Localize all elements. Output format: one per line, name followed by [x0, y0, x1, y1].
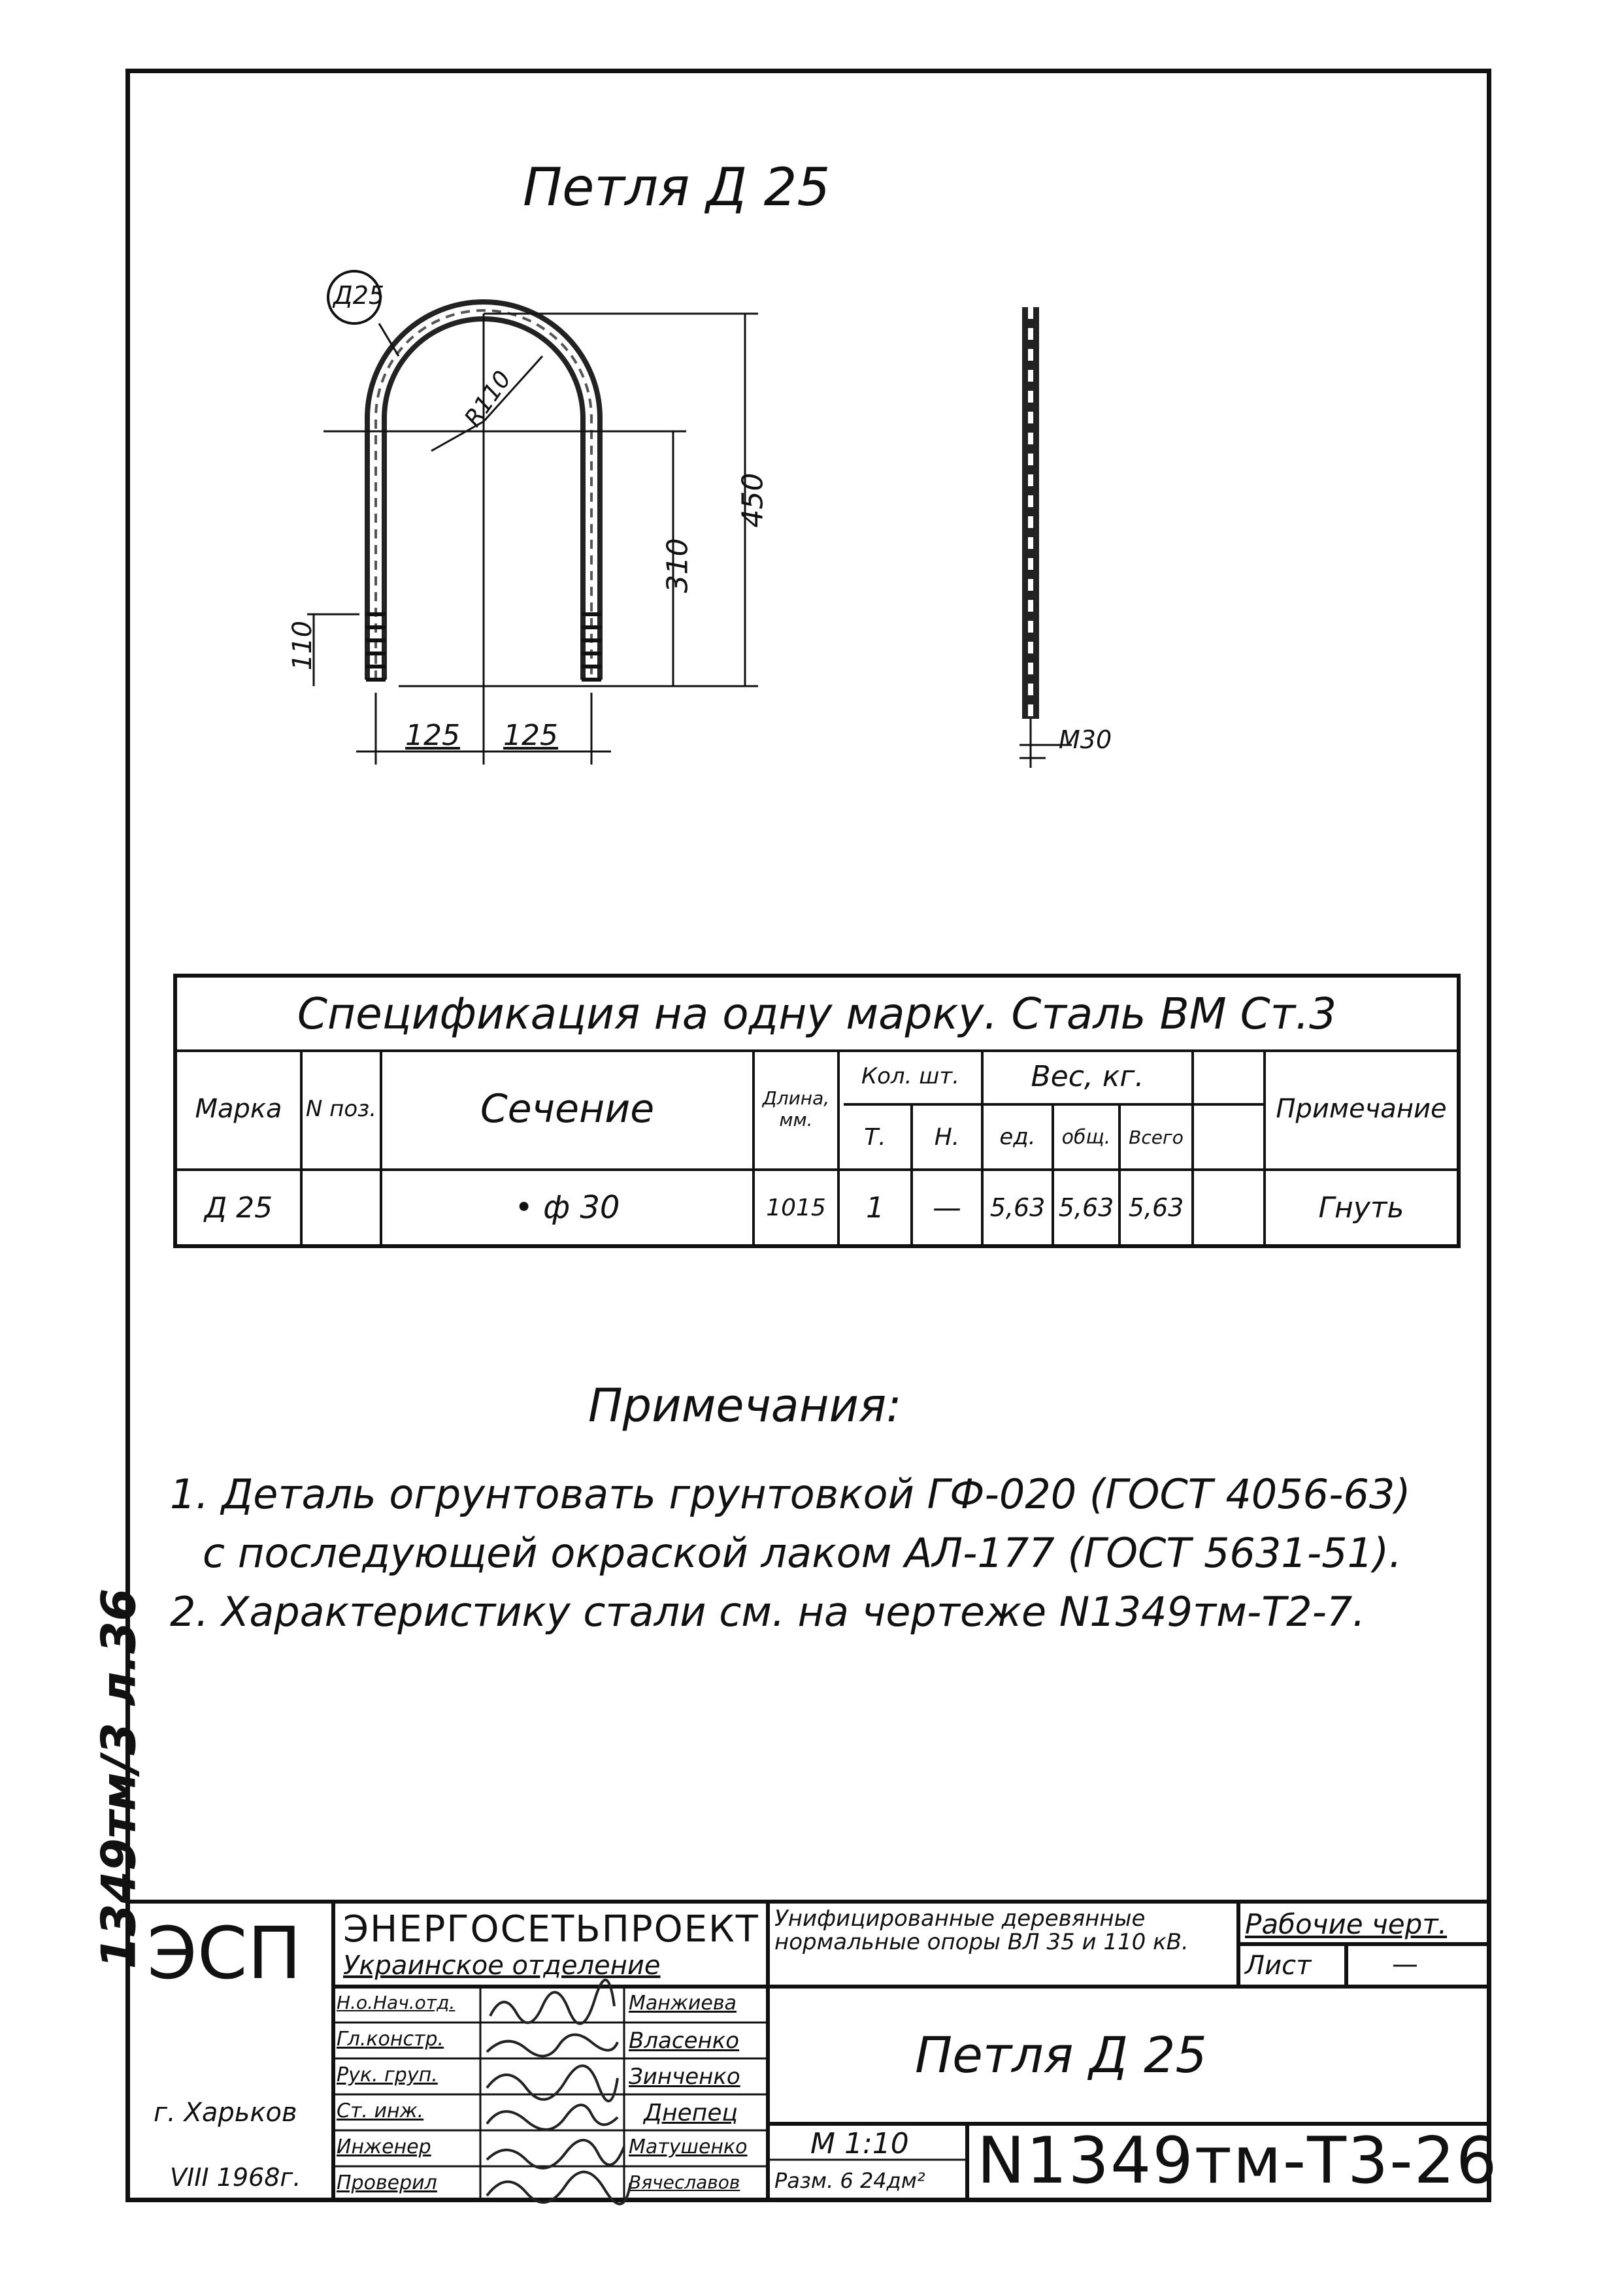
- row-w-all: 5,63: [1128, 1193, 1184, 1222]
- notes-heading: Примечания:: [588, 1379, 902, 1432]
- name-3: Зинченко: [629, 2064, 740, 2090]
- hdr-pos: N поз.: [305, 1096, 377, 1122]
- hdr-w-all: Всего: [1129, 1126, 1184, 1148]
- dim-half-width-left: 125: [405, 719, 460, 752]
- project-title: Унифицированные деревянные нормальные опоры ВЛ 35 и 110 кВ.: [774, 1906, 1189, 1955]
- date: VIII 1968г.: [170, 2163, 301, 2192]
- role-6: Проверил: [337, 2171, 437, 2194]
- dim-total-height: 450: [736, 472, 770, 528]
- row-w-unit: 5,63: [989, 1193, 1046, 1222]
- dim-leg-height: 310: [661, 538, 695, 593]
- name-2: Власенко: [629, 2028, 740, 2054]
- note-line-1: 1. Деталь огрунтовать грунтовкой ГФ-020 (ГОСТ 4056-63): [170, 1470, 1411, 1518]
- note-line-3: 2. Характеристику стали см. на чертеже N1349тм-Т2-7.: [170, 1588, 1366, 1636]
- sheet-label: Лист: [1245, 1951, 1312, 1981]
- name-6: Вячеславов: [629, 2171, 740, 2193]
- hdr-qty-n: Н.: [934, 1123, 960, 1151]
- company-logo: ЭСП: [147, 1911, 302, 1995]
- role-4: Ст. инж.: [337, 2100, 424, 2122]
- hdr-mark: Марка: [195, 1094, 282, 1124]
- name-5: Матушенко: [629, 2136, 748, 2158]
- size: Разм. 6 24дм²: [774, 2168, 925, 2193]
- role-2: Гл.констр.: [337, 2028, 444, 2051]
- row-qty-t: 1: [866, 1191, 884, 1225]
- thread-label: M30: [1059, 725, 1112, 754]
- mark-label: Д25: [333, 281, 385, 310]
- row-qty-n: —: [933, 1191, 961, 1225]
- hdr-w-total: общ.: [1061, 1125, 1111, 1149]
- dim-thread: 110: [288, 620, 318, 671]
- hdr-note: Примечание: [1276, 1094, 1447, 1124]
- org-name: ЭНЕРГОСЕТЬПРОЕКТ: [343, 1908, 760, 1951]
- name-1: Манжиева: [629, 1992, 737, 2015]
- row-w-total: 5,63: [1058, 1193, 1114, 1222]
- hdr-section: Сечение: [480, 1086, 655, 1132]
- city: г. Харьков: [154, 2098, 297, 2128]
- doc-number: N1349тм-Т3-26: [977, 2124, 1499, 2198]
- radius-label: R110: [459, 366, 517, 432]
- row-length: 1015: [766, 1194, 826, 1221]
- drawing-title: Петля Д 25: [523, 157, 831, 218]
- role-5: Инженер: [337, 2136, 431, 2158]
- note-line-2: с последующей окраской лаком АЛ-177 (ГОСТ 5631-51).: [203, 1529, 1402, 1577]
- name-4: Днепец: [644, 2100, 738, 2126]
- row-mark: Д 25: [204, 1191, 273, 1225]
- role-1: Н.о.Нач.отд.: [337, 1992, 456, 2013]
- dim-half-width-right: 125: [503, 719, 558, 752]
- role-3: Рук. груп.: [337, 2064, 438, 2087]
- org-dept: Украинское отделение: [343, 1951, 661, 1981]
- hdr-qty: Кол. шт.: [861, 1063, 959, 1089]
- scale: М 1:10: [810, 2127, 909, 2160]
- row-section: • ф 30: [514, 1189, 620, 1226]
- row-note: Гнуть: [1318, 1191, 1404, 1225]
- stage: Рабочие черт.: [1245, 1908, 1448, 1940]
- hdr-weight: Вес, кг.: [1031, 1059, 1144, 1093]
- drawing-name: Петля Д 25: [915, 2026, 1207, 2084]
- hdr-length: Длина, мм.: [762, 1087, 830, 1131]
- hdr-w-unit: ед.: [999, 1124, 1036, 1150]
- spec-title: Спецификация на одну марку. Сталь ВМ Ст.3: [297, 988, 1337, 1039]
- hdr-qty-t: Т.: [864, 1123, 886, 1151]
- sheet-value: —: [1392, 1949, 1418, 1979]
- side-stamp: 1349тм/3 л.36: [91, 1588, 146, 1970]
